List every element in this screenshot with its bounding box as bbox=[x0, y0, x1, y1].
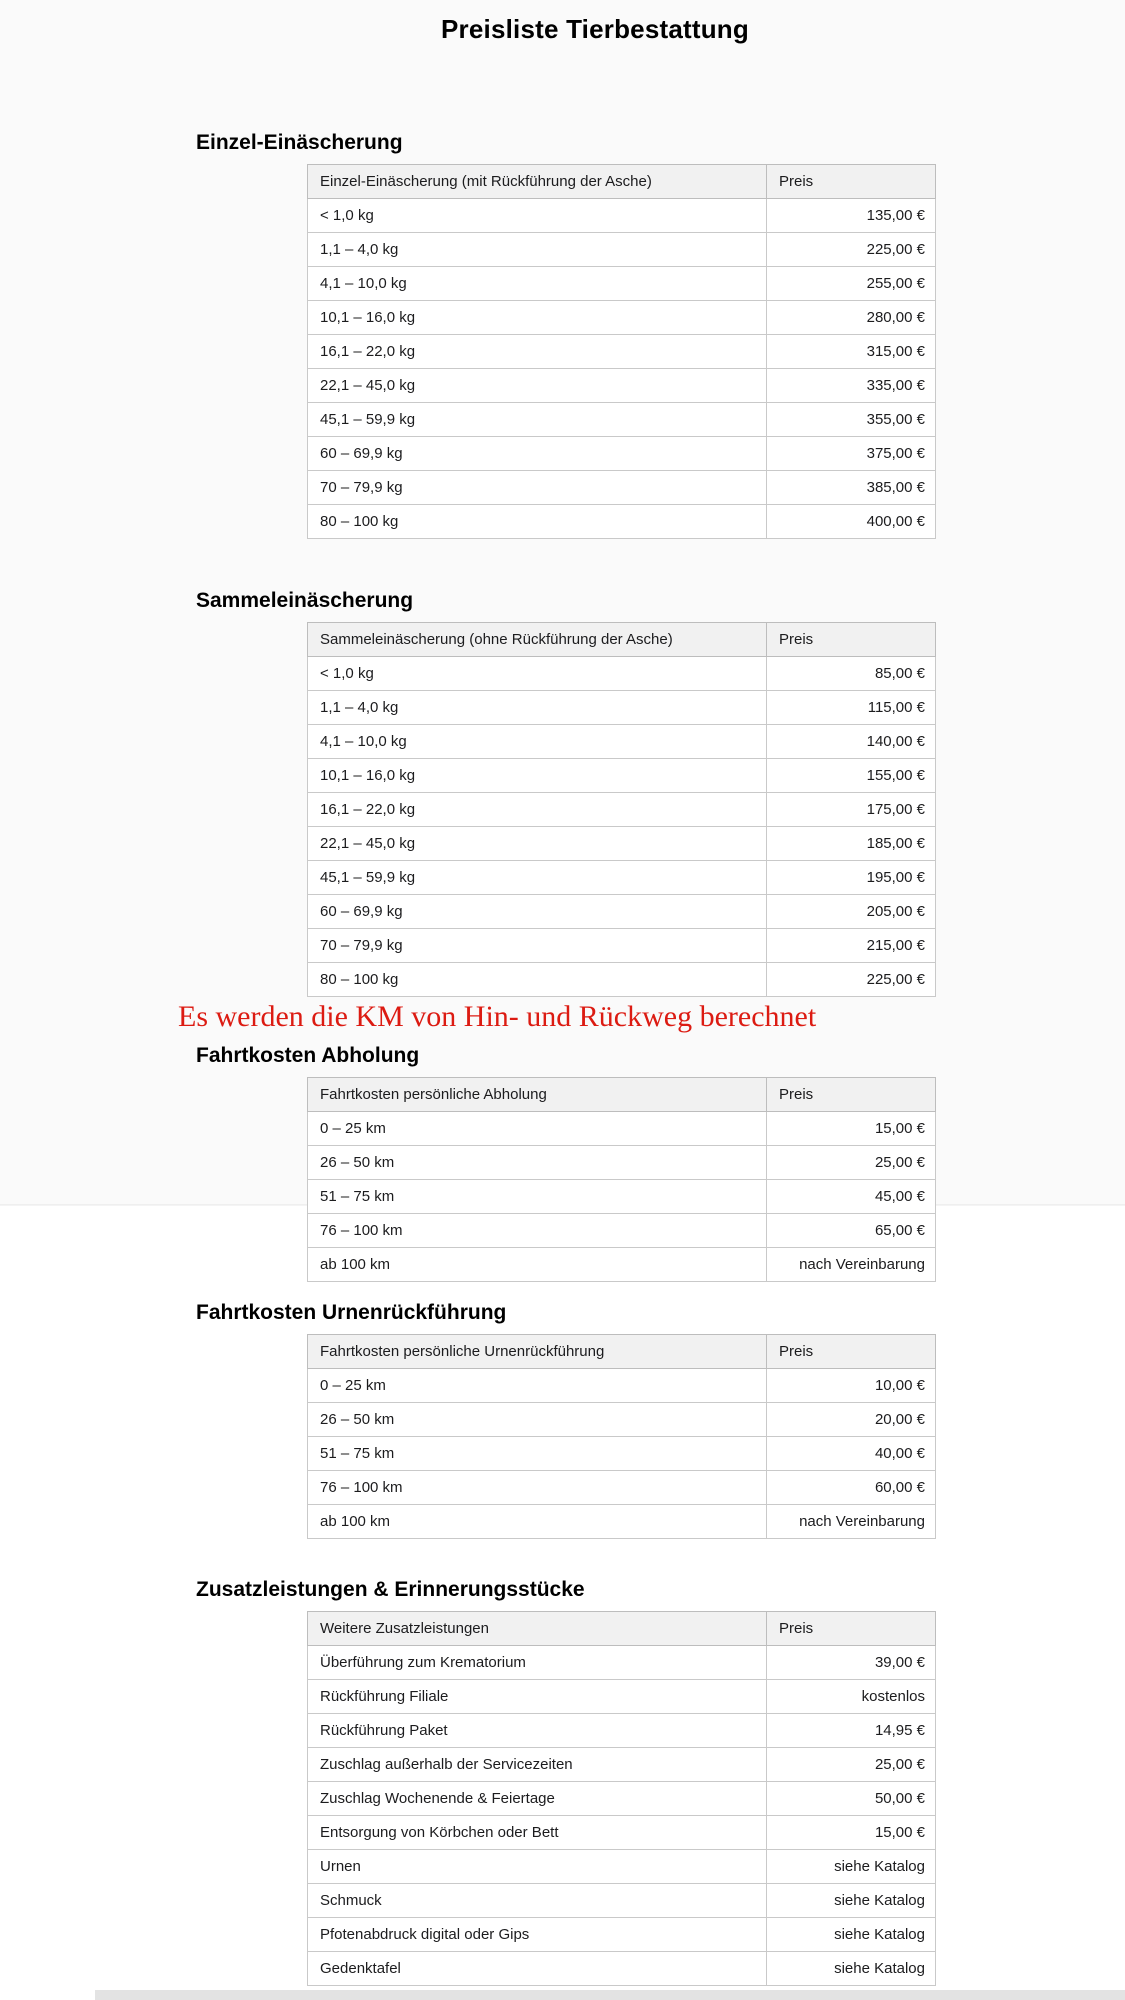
section-fahrtkosten-urnenrueckfuehrung bbox=[196, 1301, 936, 1539]
table-row bbox=[308, 1505, 936, 1539]
item-label-cell: 45,1 – 59,9 kg bbox=[308, 861, 767, 895]
table-row bbox=[308, 437, 936, 471]
table-row bbox=[308, 827, 936, 861]
item-label-cell: 10,1 – 16,0 kg bbox=[308, 301, 767, 335]
price-cell: 280,00 € bbox=[767, 301, 936, 335]
table-row bbox=[308, 1214, 936, 1248]
price-cell: 60,00 € bbox=[767, 1471, 936, 1505]
item-label-cell: Gedenktafel bbox=[308, 1952, 767, 1986]
table-row bbox=[308, 1748, 936, 1782]
item-label-cell: 51 – 75 km bbox=[308, 1437, 767, 1471]
item-label-cell: 60 – 69,9 kg bbox=[308, 895, 767, 929]
table-row bbox=[308, 1180, 936, 1214]
table-row bbox=[308, 1714, 936, 1748]
item-label-cell: 80 – 100 kg bbox=[308, 505, 767, 539]
price-table bbox=[307, 622, 936, 997]
table-row bbox=[308, 199, 936, 233]
header-row bbox=[308, 165, 936, 199]
header-row bbox=[308, 1078, 936, 1112]
section-zusatzleistungen bbox=[196, 1578, 936, 1986]
section-heading: Fahrtkosten Urnenrückführung bbox=[196, 1301, 507, 1324]
table-row bbox=[308, 929, 936, 963]
price-cell: 50,00 € bbox=[767, 1782, 936, 1816]
price-table bbox=[307, 1611, 936, 1986]
table-row bbox=[308, 403, 936, 437]
item-label-cell: ab 100 km bbox=[308, 1248, 767, 1282]
section-sammeleinaescherung bbox=[196, 589, 936, 997]
price-cell: 225,00 € bbox=[767, 233, 936, 267]
table-row bbox=[308, 1248, 936, 1282]
price-cell: 175,00 € bbox=[767, 793, 936, 827]
table-row bbox=[308, 1403, 936, 1437]
price-cell: 45,00 € bbox=[767, 1180, 936, 1214]
item-label-cell: Rückführung Paket bbox=[308, 1714, 767, 1748]
table-row bbox=[308, 793, 936, 827]
item-label-cell: 70 – 79,9 kg bbox=[308, 471, 767, 505]
section-fahrtkosten-abholung bbox=[196, 1044, 936, 1282]
table-row bbox=[308, 861, 936, 895]
price-cell: 65,00 € bbox=[767, 1214, 936, 1248]
price-table bbox=[307, 1077, 936, 1282]
item-label-cell: Entsorgung von Körbchen oder Bett bbox=[308, 1816, 767, 1850]
price-cell: 215,00 € bbox=[767, 929, 936, 963]
item-label-cell: 51 – 75 km bbox=[308, 1180, 767, 1214]
column-header-item: Weitere Zusatzleistungen bbox=[308, 1612, 767, 1646]
page-title: Preisliste Tierbestattung bbox=[441, 14, 749, 44]
price-cell: 25,00 € bbox=[767, 1748, 936, 1782]
item-label-cell: < 1,0 kg bbox=[308, 199, 767, 233]
item-label-cell: 26 – 50 km bbox=[308, 1146, 767, 1180]
price-cell: kostenlos bbox=[767, 1680, 936, 1714]
price-cell: nach Vereinbarung bbox=[767, 1505, 936, 1539]
table-row bbox=[308, 505, 936, 539]
price-cell: 85,00 € bbox=[767, 657, 936, 691]
table-row bbox=[308, 471, 936, 505]
price-cell: 155,00 € bbox=[767, 759, 936, 793]
price-cell: nach Vereinbarung bbox=[767, 1248, 936, 1282]
column-header-item: Sammeleinäscherung (ohne Rückführung der Asche) bbox=[308, 623, 767, 657]
section-heading: Einzel-Einäscherung bbox=[196, 131, 403, 154]
table-row bbox=[308, 895, 936, 929]
item-label-cell: 45,1 – 59,9 kg bbox=[308, 403, 767, 437]
price-cell: 15,00 € bbox=[767, 1112, 936, 1146]
table-row bbox=[308, 335, 936, 369]
table-row bbox=[308, 1816, 936, 1850]
item-label-cell: Überführung zum Krematorium bbox=[308, 1646, 767, 1680]
price-cell: 400,00 € bbox=[767, 505, 936, 539]
price-cell: siehe Katalog bbox=[767, 1918, 936, 1952]
item-label-cell: Zuschlag Wochenende & Feiertage bbox=[308, 1782, 767, 1816]
column-header-price: Preis bbox=[767, 623, 936, 657]
table-row bbox=[308, 1680, 936, 1714]
table-row bbox=[308, 233, 936, 267]
table-row bbox=[308, 1918, 936, 1952]
item-label-cell: 76 – 100 km bbox=[308, 1214, 767, 1248]
item-label-cell: 0 – 25 km bbox=[308, 1369, 767, 1403]
column-header-item: Fahrtkosten persönliche Urnenrückführung bbox=[308, 1335, 767, 1369]
item-label-cell: 4,1 – 10,0 kg bbox=[308, 725, 767, 759]
item-label-cell: 4,1 – 10,0 kg bbox=[308, 267, 767, 301]
item-label-cell: 1,1 – 4,0 kg bbox=[308, 233, 767, 267]
price-cell: 20,00 € bbox=[767, 1403, 936, 1437]
table-row bbox=[308, 759, 936, 793]
item-label-cell: 22,1 – 45,0 kg bbox=[308, 827, 767, 861]
price-table bbox=[307, 1334, 936, 1539]
item-label-cell: Zuschlag außerhalb der Servicezeiten bbox=[308, 1748, 767, 1782]
price-table bbox=[307, 164, 936, 539]
column-header-item: Einzel-Einäscherung (mit Rückführung der Asche) bbox=[308, 165, 767, 199]
item-label-cell: 70 – 79,9 kg bbox=[308, 929, 767, 963]
item-label-cell: Urnen bbox=[308, 1850, 767, 1884]
price-cell: 15,00 € bbox=[767, 1816, 936, 1850]
table-row bbox=[308, 1437, 936, 1471]
price-cell: 225,00 € bbox=[767, 963, 936, 997]
item-label-cell: 26 – 50 km bbox=[308, 1403, 767, 1437]
price-cell: 10,00 € bbox=[767, 1369, 936, 1403]
table-row bbox=[308, 1646, 936, 1680]
price-cell: siehe Katalog bbox=[767, 1952, 936, 1986]
column-header-price: Preis bbox=[767, 1078, 936, 1112]
header-row bbox=[308, 1612, 936, 1646]
item-label-cell: ab 100 km bbox=[308, 1505, 767, 1539]
table-row bbox=[308, 1471, 936, 1505]
table-row bbox=[308, 267, 936, 301]
item-label-cell: 16,1 – 22,0 kg bbox=[308, 335, 767, 369]
price-cell: 315,00 € bbox=[767, 335, 936, 369]
item-label-cell: 80 – 100 kg bbox=[308, 963, 767, 997]
price-cell: 355,00 € bbox=[767, 403, 936, 437]
table-row bbox=[308, 657, 936, 691]
price-cell: 385,00 € bbox=[767, 471, 936, 505]
column-header-item: Fahrtkosten persönliche Abholung bbox=[308, 1078, 767, 1112]
section-heading: Sammeleinäscherung bbox=[196, 589, 414, 612]
price-cell: 140,00 € bbox=[767, 725, 936, 759]
table-row bbox=[308, 1884, 936, 1918]
price-cell: 335,00 € bbox=[767, 369, 936, 403]
section-heading: Zusatzleistungen & Erinnerungsstücke bbox=[196, 1578, 585, 1601]
item-label-cell: 10,1 – 16,0 kg bbox=[308, 759, 767, 793]
price-cell: 185,00 € bbox=[767, 827, 936, 861]
table-row bbox=[308, 1146, 936, 1180]
item-label-cell: Schmuck bbox=[308, 1884, 767, 1918]
km-annotation-text: Es werden die KM von Hin- und Rückweg berechnet bbox=[178, 1000, 817, 1033]
table-row bbox=[308, 1112, 936, 1146]
item-label-cell: 16,1 – 22,0 kg bbox=[308, 793, 767, 827]
price-cell: 115,00 € bbox=[767, 691, 936, 725]
item-label-cell: Rückführung Filiale bbox=[308, 1680, 767, 1714]
price-cell: 25,00 € bbox=[767, 1146, 936, 1180]
table-row bbox=[308, 691, 936, 725]
table-row bbox=[308, 1782, 936, 1816]
item-label-cell: 60 – 69,9 kg bbox=[308, 437, 767, 471]
price-cell: 39,00 € bbox=[767, 1646, 936, 1680]
table-row bbox=[308, 1369, 936, 1403]
bottom-edge-band bbox=[95, 1990, 1125, 2000]
item-label-cell: 1,1 – 4,0 kg bbox=[308, 691, 767, 725]
price-cell: 375,00 € bbox=[767, 437, 936, 471]
item-label-cell: 76 – 100 km bbox=[308, 1471, 767, 1505]
item-label-cell: Pfotenabdruck digital oder Gips bbox=[308, 1918, 767, 1952]
header-row bbox=[308, 1335, 936, 1369]
price-cell: siehe Katalog bbox=[767, 1850, 936, 1884]
section-einzel-einaescherung bbox=[196, 131, 936, 539]
item-label-cell: 22,1 – 45,0 kg bbox=[308, 369, 767, 403]
column-header-price: Preis bbox=[767, 165, 936, 199]
item-label-cell: 0 – 25 km bbox=[308, 1112, 767, 1146]
column-header-price: Preis bbox=[767, 1335, 936, 1369]
table-row bbox=[308, 369, 936, 403]
price-cell: 40,00 € bbox=[767, 1437, 936, 1471]
table-row bbox=[308, 1850, 936, 1884]
price-cell: 14,95 € bbox=[767, 1714, 936, 1748]
table-row bbox=[308, 301, 936, 335]
price-cell: 205,00 € bbox=[767, 895, 936, 929]
table-row bbox=[308, 963, 936, 997]
price-cell: 135,00 € bbox=[767, 199, 936, 233]
price-cell: 195,00 € bbox=[767, 861, 936, 895]
header-row bbox=[308, 623, 936, 657]
table-row bbox=[308, 1952, 936, 1986]
table-row bbox=[308, 725, 936, 759]
section-heading: Fahrtkosten Abholung bbox=[196, 1044, 420, 1067]
price-cell: 255,00 € bbox=[767, 267, 936, 301]
price-cell: siehe Katalog bbox=[767, 1884, 936, 1918]
item-label-cell: < 1,0 kg bbox=[308, 657, 767, 691]
column-header-price: Preis bbox=[767, 1612, 936, 1646]
